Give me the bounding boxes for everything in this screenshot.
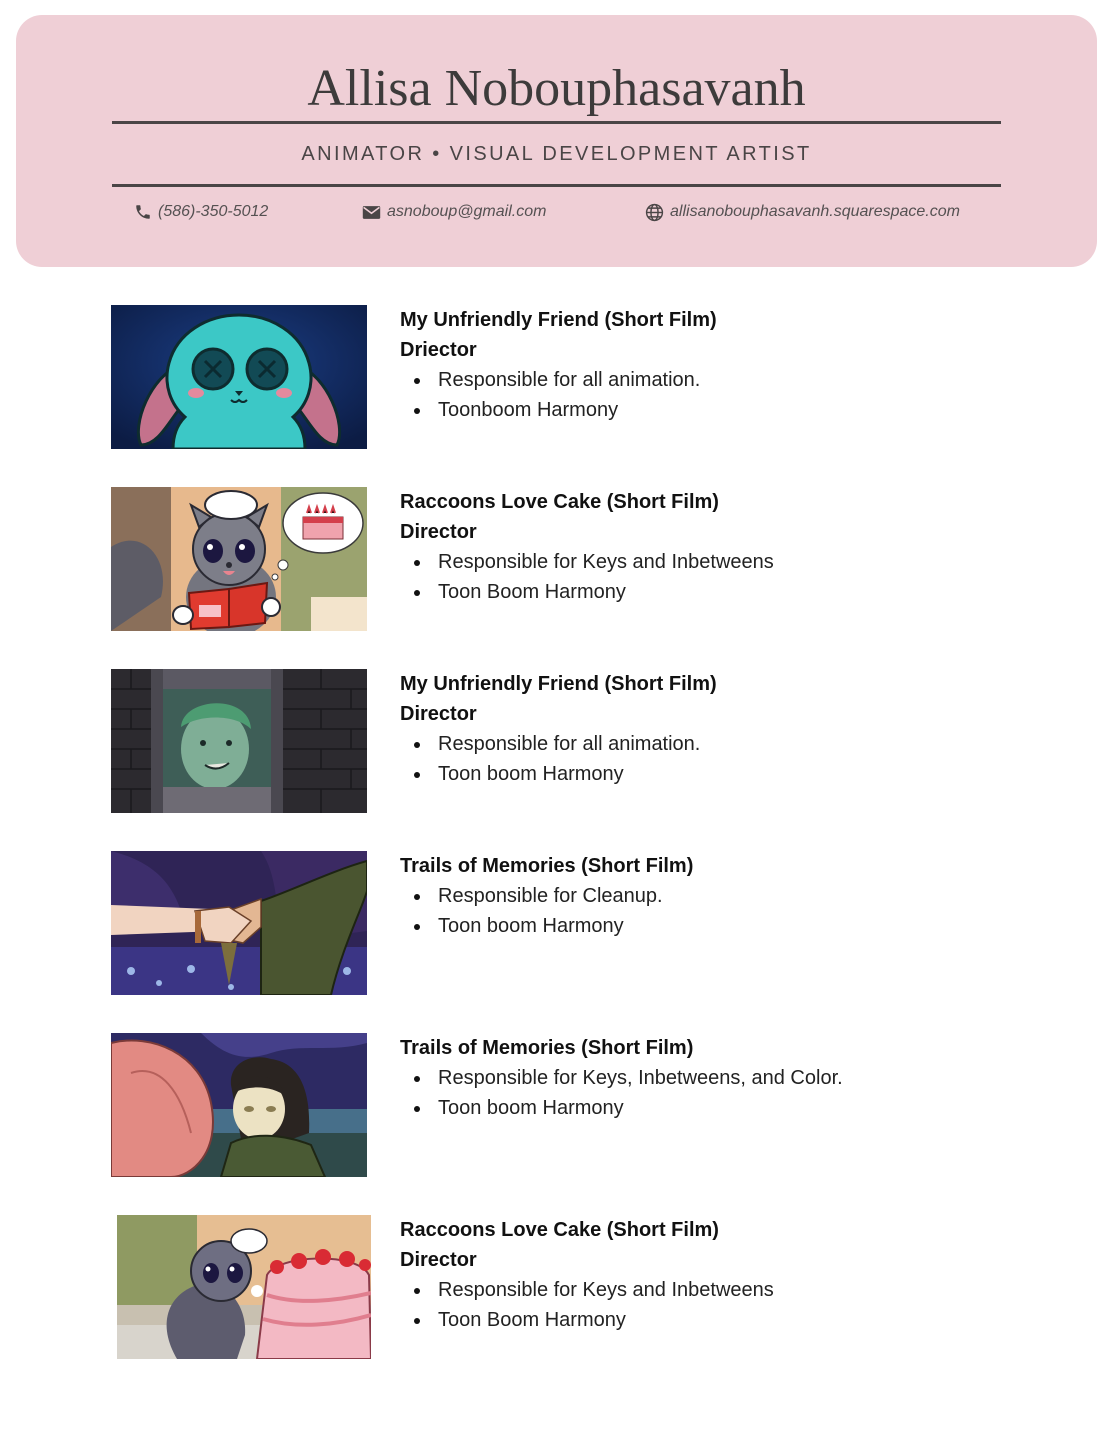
entry-bullet: Responsible for Keys and Inbetweens	[400, 547, 774, 577]
portfolio-entry	[0, 1033, 1113, 1183]
portfolio-entry	[0, 669, 1113, 819]
entry-bullet: Toonboom Harmony	[400, 395, 717, 425]
phone-icon	[134, 203, 152, 221]
entry-role: Director	[400, 1249, 477, 1271]
contact-phone	[134, 201, 268, 223]
entry-title: Trails of Memories (Short Film)	[400, 855, 694, 877]
globe-icon	[645, 203, 664, 222]
entry-bullet: Toon boom Harmony	[400, 1093, 843, 1123]
thumbnail-two-characters	[111, 1033, 367, 1177]
entry-title: Raccoons Love Cake (Short Film)	[400, 1219, 719, 1241]
email-text[interactable]: asnoboup@gmail.com	[387, 203, 547, 220]
entry-bullet: Responsible for Cleanup.	[400, 881, 693, 911]
entry-bullet: Responsible for all animation.	[400, 729, 717, 759]
entry-title: Raccoons Love Cake (Short Film)	[400, 491, 719, 513]
job-subtitle: ANIMATOR • VISUAL DEVELOPMENT ARTIST	[301, 143, 812, 165]
phone-text[interactable]: (586)-350-5012	[158, 203, 269, 220]
entry-role: Director	[400, 703, 477, 725]
entry-title: My Unfriendly Friend (Short Film)	[400, 673, 717, 695]
entry-title: Trails of Memories (Short Film)	[400, 1037, 694, 1059]
entry-bullet: Toon Boom Harmony	[400, 577, 774, 607]
entry-bullet: Toon Boom Harmony	[400, 1305, 774, 1335]
thumbnail-teal-bunny	[111, 305, 367, 449]
mail-icon	[362, 205, 381, 220]
entry-role: Director	[400, 521, 477, 543]
entry-bullet: Responsible for all animation.	[400, 365, 717, 395]
portfolio-entry	[0, 487, 1113, 637]
contact-email	[362, 201, 546, 223]
thumbnail-boy-window	[111, 669, 367, 813]
header-divider-bottom	[112, 184, 1001, 187]
entry-bullet: Toon boom Harmony	[400, 759, 717, 789]
header-banner	[16, 15, 1097, 267]
entry-bullet: Responsible for Keys, Inbetweens, and Color.	[400, 1063, 843, 1093]
thumbnail-raccoon-cookbook	[111, 487, 367, 631]
applicant-name: Allisa Nobouphasavanh	[307, 60, 806, 117]
thumbnail-raccoon-cake	[117, 1215, 371, 1359]
portfolio-entry	[0, 305, 1113, 455]
website-text[interactable]: allisanobouphasavanh.squarespace.com	[670, 203, 960, 220]
header-divider-top	[112, 121, 1001, 124]
contact-website	[645, 201, 960, 223]
entry-title: My Unfriendly Friend (Short Film)	[400, 309, 717, 331]
thumbnail-handshake-forest	[111, 851, 367, 995]
entry-role: Driector	[400, 339, 477, 361]
portfolio-entry	[0, 851, 1113, 1001]
entry-bullet: Toon boom Harmony	[400, 911, 693, 941]
entry-bullet: Responsible for Keys and Inbetweens	[400, 1275, 774, 1305]
portfolio-entry	[0, 1215, 1113, 1365]
